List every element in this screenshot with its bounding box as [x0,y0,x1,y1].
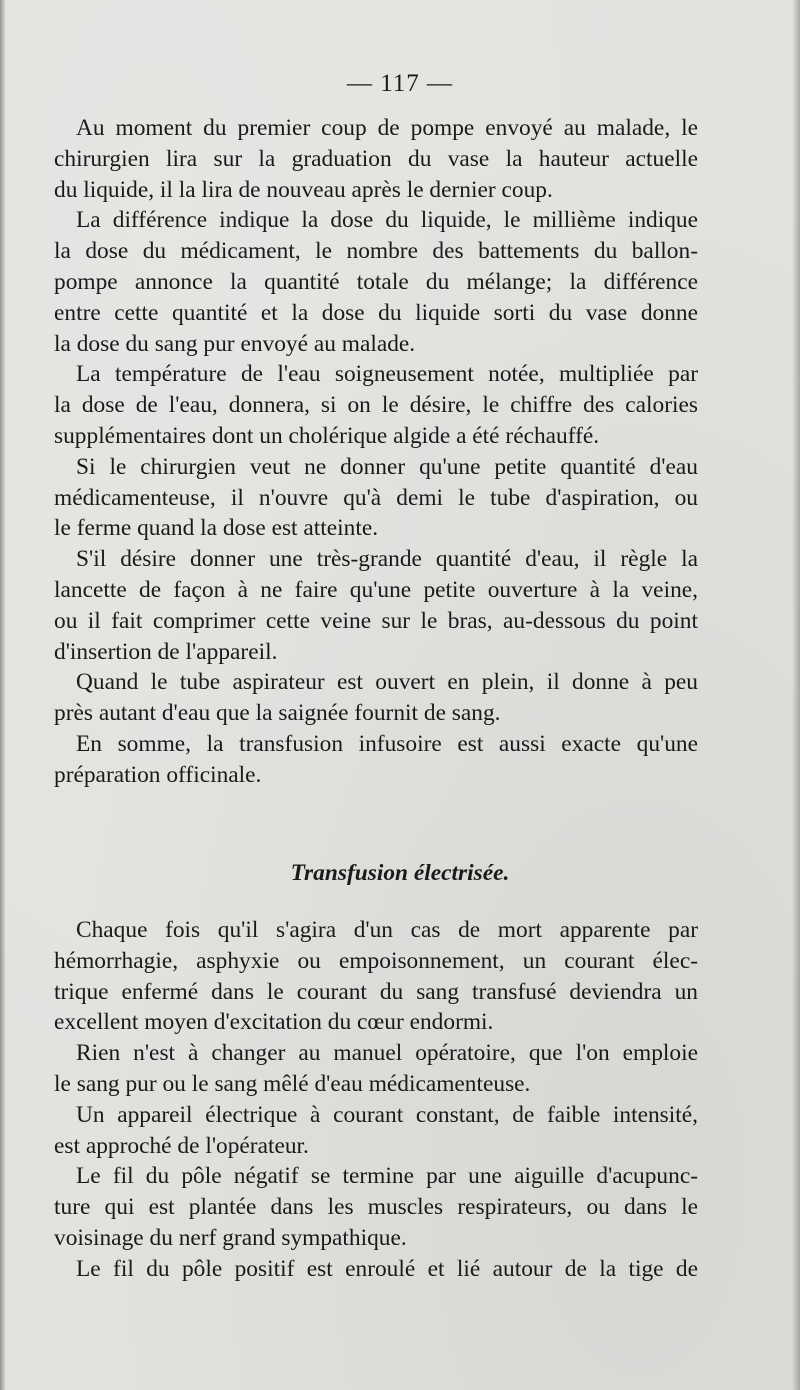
text-line: S'il désire donner une très-grande quantité d'eau, il règle la [76,546,698,573]
text-line: Le fil du pôle négatif se termine par une aiguille d'acupunc- [76,1163,698,1190]
text-line: Chaque fois qu'il s'agira d'un cas de mort apparente par [76,917,698,943]
text-line: est approché de l'opérateur. [54,1132,309,1159]
text-line: voisinage du nerf grand sympathique. [54,1224,407,1251]
text-line: ou il fait comprimer cette veine sur le bras, au-dessous du point [54,607,698,634]
text-line: le sang pur ou le sang mêlé d'eau médicamenteuse. [54,1070,531,1097]
text-line: La différence indique la dose du liquide, le millième indique [76,207,698,234]
text-line: trique enfermé dans le courant du sang transfusé deviendra un [54,978,698,1005]
text-line: Un appareil électrique à courant constant, de faible intensité, [76,1101,698,1128]
text-line: d'insertion de l'appareil. [54,638,278,665]
text-line: supplémentaires dont un cholérique algide a été réchauffé. [54,422,600,449]
text-line: La température de l'eau soigneusement notée, multipliée par [76,361,698,388]
text-block-after-heading [54,915,698,1285]
text-line: Si le chirurgien veut ne donner qu'une petite quantité d'eau [76,453,698,480]
text-line: chirurgien lira sur la graduation du vase la hauteur actuelle [54,145,698,172]
page-number: — 117 — [346,70,454,97]
text-line: Quand le tube aspirateur est ouvert en plein, il donne à peu [76,669,698,696]
text-line: préparation officinale. [54,761,262,788]
text-line: médicamenteuse, il n'ouvre qu'à demi le tube d'aspiration, ou [54,484,698,511]
text-line: du liquide, il la lira de nouveau après le dernier coup. [54,176,553,203]
text-line: la dose de l'eau, donnera, si on le désire, le chiffre des calories [54,392,698,419]
text-line: ture qui est plantée dans les muscles respirateurs, ou dans le [54,1194,698,1221]
text-line: la dose du médicament, le nombre des battements du ballon- [54,238,698,265]
section-heading: Transfusion électrisée. [290,860,510,886]
text-line: excellent moyen d'excitation du cœur endormi. [54,1009,494,1036]
text-line: Le fil du pôle positif est enroulé et lié autour de la tige de [76,1255,698,1282]
text-line: Au moment du premier coup de pompe envoyé au malade, le [76,115,698,141]
text-line: le ferme quand la dose est atteinte. [54,515,379,542]
text-line: lancette de façon à ne faire qu'une petite ouverture à la veine, [54,576,698,603]
text-block-before-heading [54,113,698,791]
text-line: la dose du sang pur envoyé au malade. [54,330,416,357]
text-line: près autant d'eau que la saignée fournit de sang. [54,700,501,727]
text-line: pompe annonce la quantité totale du mélange; la différence [54,268,698,295]
text-line: Rien n'est à changer au manuel opératoire, que l'on emploie [76,1040,698,1067]
text-line: En somme, la transfusion infusoire est aussi exacte qu'une [76,730,698,757]
text-line: entre cette quantité et la dose du liquide sorti du vase donne [54,299,698,326]
text-line: hémorrhagie, asphyxie ou empoisonnement, un courant élec- [54,947,698,974]
